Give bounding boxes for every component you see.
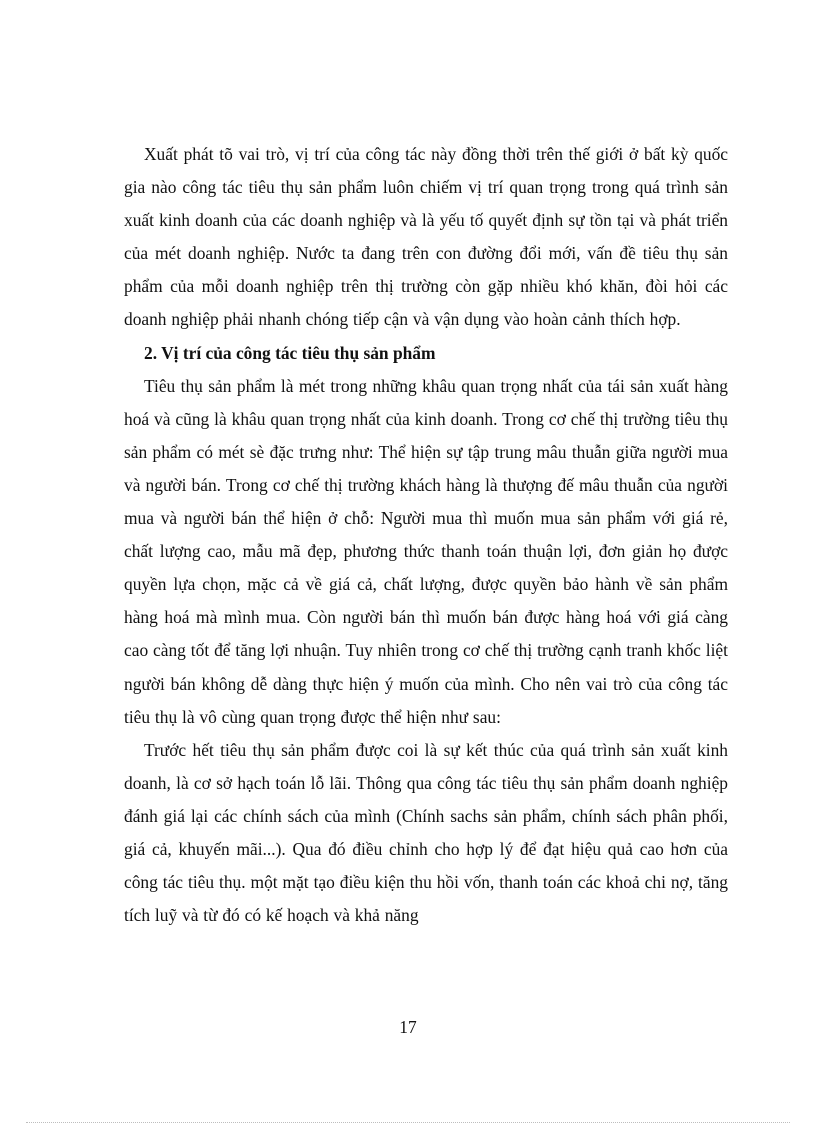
page-content xyxy=(124,138,728,932)
paragraph-intro: Xuất phát tõ vai trò, vị trí của công tác này đồng thời trên thế giới ở bất kỳ quốc gia nào công tác tiêu thụ sản phẩm luôn chiếm vị trí quan trọng trong quá trình sản xuất kinh doanh của các doanh nghiệp và là yếu tố quyết định sự tồn tại và phát triển của mét doanh nghiệp. Nước ta đang trên con đường đổi mới, vấn đề tiêu thụ sản phẩm của mỗi doanh nghiệp trên thị trường còn gặp nhiều khó khăn, đòi hỏi các doanh nghiệp phải nhanh chóng tiếp cận và vận dụng vào hoàn cảnh thích hợp. xyxy=(124,144,728,330)
paragraph-role: Tiêu thụ sản phẩm là mét trong những khâu quan trọng nhất của tái sản xuất hàng hoá và cũng là khâu quan trọng nhất của kinh doanh. Trong cơ chế thị trường tiêu thụ sản phẩm có mét sè đặc trưng như: Thể hiện sự tập trung mâu thuẫn giữa người mua và người bán. Trong cơ chế thị trường khách hàng là thượng đế mâu thuẫn của người mua và người bán thể hiện ở chỗ: Người mua thì muốn mua sản phẩm với giá rẻ, chất lượng cao, mẫu mã đẹp, phương thức thanh toán thuận lợi, đơn giản họ được quyền lựa chọn, mặc cả về giá cả, chất lượng, được quyền bảo hành về sản phẩm hàng hoá mà mình mua. Còn người bán thì muốn bán được hàng hoá với giá càng cao càng tốt để tăng lợi nhuận. Tuy nhiên trong cơ chế thị trường cạnh tranh khốc liệt người bán không dễ dàng thực hiện ý muốn của mình. Cho nên vai trò của công tác tiêu thụ là vô cùng quan trọng được thể hiện như sau: xyxy=(124,375,728,727)
page-number: 17 xyxy=(399,1017,417,1037)
paragraph-first-point: Trước hết tiêu thụ sản phẩm được coi là sự kết thúc của quá trình sản xuất kinh doanh, là cơ sở hạch toán lỗ lãi. Thông qua công tác tiêu thụ sản phẩm doanh nghiệp đánh giá lại các chính sách của mình (Chính sachs sản phẩm, chính sách phân phối, giá cả, khuyến mãi...). Qua đó điều chỉnh cho hợp lý để đạt hiệu quả cao hơn của công tác tiêu thụ. một mặt tạo điều kiện thu hồi vốn, thanh toán các khoả chi nợ, tăng tích luỹ và từ đó có kế hoạch và khả năng xyxy=(124,739,728,926)
section-heading: 2. Vị trí của công tác tiêu thụ sản phẩm xyxy=(144,342,436,363)
